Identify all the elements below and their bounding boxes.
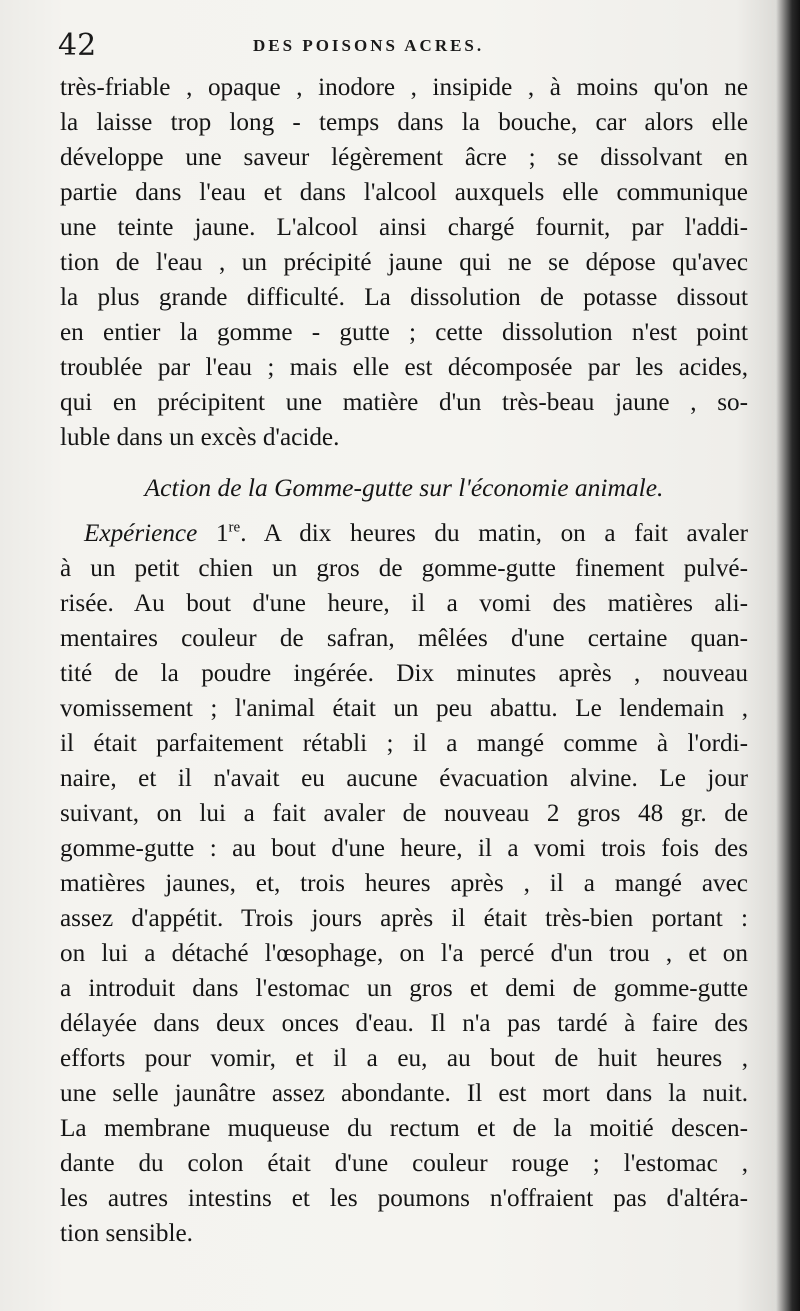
text-line: vomissement ; l'animal était un peu abattu. Le lendemain , <box>60 695 748 722</box>
page-header <box>58 26 748 66</box>
text-line: troublée par l'eau ; mais elle est décomposée par les acides, <box>60 354 748 381</box>
text-line: tion de l'eau , un précipité jaune qui ne se dépose qu'avec <box>60 249 748 276</box>
text-line: tion sensible. <box>60 1220 193 1247</box>
text-line: matières jaunes, et, trois heures après , il a mangé avec <box>60 870 748 897</box>
experience-number: 1 <box>215 520 229 547</box>
text-line: luble dans un excès d'acide. <box>60 424 340 451</box>
text-line: il était parfaitement rétabli ; il a mangé comme à l'ordi- <box>60 730 748 757</box>
text-line: naire, et il n'avait eu aucune évacuation alvine. Le jour <box>60 765 748 792</box>
text-line: suivant, on lui a fait avaler de nouveau 2 gros 48 gr. de <box>60 800 748 827</box>
experience-first-line-text: . A dix heures du matin, on a fait avaler <box>240 520 748 547</box>
paragraph-experience-1 <box>60 516 748 1251</box>
page-body <box>60 70 748 1251</box>
text-line: les autres intestins et les poumons n'offraient pas d'altéra- <box>60 1185 748 1212</box>
text-line: gomme-gutte : au bout d'une heure, il a vomi trois fois des <box>60 835 748 862</box>
section-heading: Action de la Gomme-gutte sur l'économie animale. <box>144 473 664 502</box>
experience-first-line <box>60 516 748 551</box>
text-line: délayée dans deux onces d'eau. Il n'a pas tardé à faire des <box>60 1010 748 1037</box>
text-line: dante du colon était d'une couleur rouge ; l'estomac , <box>60 1150 748 1177</box>
text-line: partie dans l'eau et dans l'alcool auxquels elle communique <box>60 179 748 206</box>
text-line: développe une saveur légèrement âcre ; se dissolvant en <box>60 144 748 171</box>
text-line: risée. Au bout d'une heure, il a vomi des matières ali- <box>60 590 748 617</box>
text-line: en entier la gomme - gutte ; cette dissolution n'est point <box>60 319 748 346</box>
running-head: DES POISONS ACRES. <box>253 36 485 55</box>
experience-label: Expérience <box>84 520 198 547</box>
text-line: La membrane muqueuse du rectum et de la moitié descen- <box>60 1115 748 1142</box>
paragraph-gomme-gutte-properties <box>60 70 748 455</box>
page-number: 42 <box>58 28 97 63</box>
text-line: mentaires couleur de safran, mêlées d'une certaine quan- <box>60 625 748 652</box>
text-line: a introduit dans l'estomac un gros et demi de gomme-gutte <box>60 975 748 1002</box>
text-line: efforts pour vomir, et il a eu, au bout de huit heures , <box>60 1045 748 1072</box>
text-line: très-friable , opaque , inodore , insipide , à moins qu'on ne <box>60 74 748 101</box>
text-line: une teinte jaune. L'alcool ainsi chargé fournit, par l'addi- <box>60 214 748 241</box>
text-line: qui en précipitent une matière d'un très-beau jaune , so- <box>60 389 748 416</box>
text-line: assez d'appétit. Trois jours après il était très-bien portant : <box>60 905 748 932</box>
text-line: on lui a détaché l'œsophage, on l'a percé d'un trou , et on <box>60 940 748 967</box>
experience-ordinal-suffix: re <box>228 519 241 536</box>
text-line: la laisse trop long - temps dans la bouche, car alors elle <box>60 109 748 136</box>
text-line: tité de la poudre ingérée. Dix minutes après , nouveau <box>60 660 748 687</box>
text-line: la plus grande difficulté. La dissolution de potasse dissout <box>60 284 748 311</box>
text-line: à un petit chien un gros de gomme-gutte finement pulvé- <box>60 555 748 582</box>
text-line: une selle jaunâtre assez abondante. Il est mort dans la nuit. <box>60 1080 748 1107</box>
